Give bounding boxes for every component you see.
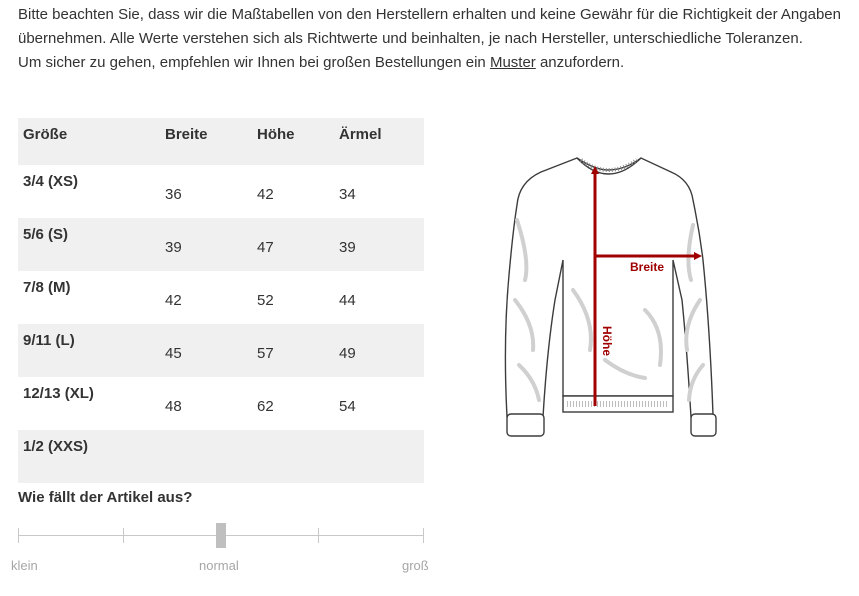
table-header-row xyxy=(18,118,424,165)
sample-link[interactable]: Muster xyxy=(489,54,536,71)
size-table xyxy=(18,118,424,483)
header-groesse: Größe xyxy=(23,126,68,143)
size-cell: 1/2 (XXS) xyxy=(23,438,89,455)
fit-scale-tick xyxy=(123,528,124,543)
size-cell: 3/4 (XS) xyxy=(23,173,79,190)
breite-cell: 42 xyxy=(165,292,182,309)
hoehe-cell: 47 xyxy=(257,239,274,256)
table-row xyxy=(18,271,424,324)
left-cuff xyxy=(507,414,544,436)
fit-scale-tick xyxy=(423,528,424,543)
fit-label-large: groß xyxy=(402,558,429,573)
header-hoehe: Höhe xyxy=(257,126,295,143)
fit-question: Wie fällt der Artikel aus? xyxy=(18,489,193,506)
fit-scale-marker xyxy=(216,523,226,548)
hoehe-cell: 42 xyxy=(257,186,274,203)
fit-scale-tick xyxy=(318,528,319,543)
header-breite: Breite xyxy=(165,126,208,143)
size-disclaimer xyxy=(18,3,848,75)
hoehe-cell: 62 xyxy=(257,398,274,415)
hoehe-cell: 57 xyxy=(257,345,274,362)
hoehe-cell xyxy=(252,430,334,483)
fit-scale xyxy=(18,520,428,554)
table-row xyxy=(18,324,424,377)
aermel-cell xyxy=(334,430,424,483)
size-cell: 12/13 (XL) xyxy=(23,385,94,402)
aermel-cell: 34 xyxy=(339,186,356,203)
aermel-cell: 49 xyxy=(339,345,356,362)
table-row xyxy=(18,377,424,430)
table-row xyxy=(18,165,424,218)
sweater-diagram xyxy=(495,150,717,442)
width-label: Breite xyxy=(630,260,665,274)
size-cell: 5/6 (S) xyxy=(23,226,69,243)
fit-label-normal: normal xyxy=(199,558,239,573)
breite-cell: 36 xyxy=(165,186,182,203)
breite-cell: 45 xyxy=(165,345,182,362)
fit-scale-tick xyxy=(18,528,19,543)
aermel-cell: 39 xyxy=(339,239,356,256)
breite-cell: 48 xyxy=(165,398,182,415)
aermel-cell: 54 xyxy=(339,398,356,415)
table-row xyxy=(18,430,424,483)
breite-cell: 39 xyxy=(165,239,182,256)
sample-text-after: anzufordern. xyxy=(535,54,625,71)
fit-label-small: klein xyxy=(11,558,38,573)
aermel-cell: 44 xyxy=(339,292,356,309)
sweater-body xyxy=(505,158,713,417)
size-cell: 9/11 (L) xyxy=(23,332,75,349)
height-label: Höhe xyxy=(600,326,614,356)
sample-recommendation xyxy=(18,51,848,75)
right-cuff xyxy=(691,414,716,436)
sample-text-before: Um sicher zu gehen, empfehlen wir Ihnen bei großen Bestellungen ein xyxy=(18,54,490,71)
breite-cell xyxy=(160,430,252,483)
size-cell: 7/8 (M) xyxy=(23,279,71,296)
disclaimer-text: Bitte beachten Sie, dass wir die Maßtabellen von den Herstellern erhalten und keine Gewähr für die Richtigkeit der Angaben übernehmen. Alle Werte verstehen sich als Richtwerte und beinhalten, je nach Hersteller, unterschiedliche Toleranzen. xyxy=(18,6,841,47)
header-aermel: Ärmel xyxy=(339,126,382,143)
hoehe-cell: 52 xyxy=(257,292,274,309)
table-row xyxy=(18,218,424,271)
